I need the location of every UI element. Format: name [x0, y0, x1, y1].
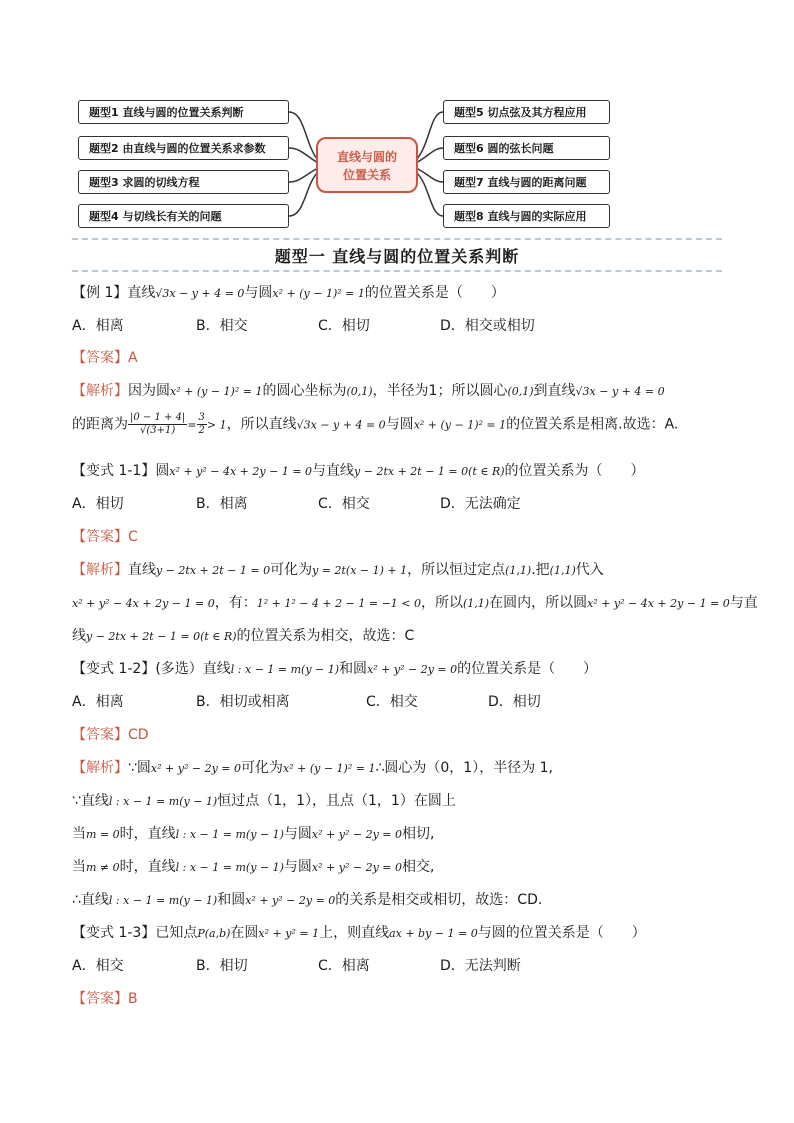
text: 直线 [128, 562, 156, 578]
text: 因为圆 [128, 383, 170, 399]
ex1-stem [72, 282, 505, 302]
text: 【变式 1-1】圆 [72, 463, 170, 479]
ex12-analysis-1 [72, 757, 553, 777]
math: l : x − 1 = m(y − 1) [175, 828, 284, 841]
text: 上，则直线 [319, 925, 390, 941]
math: y − 2tx + 2t − 1 = 0(t ∈ R) [354, 465, 505, 478]
math: √3x − y + 4 = 0 [575, 385, 665, 398]
text: 相交, [402, 859, 435, 875]
ex12-analysis-5 [72, 889, 542, 909]
text: 的位置关系是（ ） [364, 285, 505, 301]
math: √3x − y + 4 = 0 [155, 287, 245, 300]
math: x² + y² − 2y = 0 [311, 861, 403, 874]
math: y − 2tx + 2t − 1 = 0 [156, 564, 271, 577]
ex12-analysis-2 [72, 790, 456, 810]
ex12-option-b: B．相切或相离 [196, 694, 290, 710]
text: 【变式 1-2】(多选）直线 [72, 661, 231, 677]
math: y − 2tx + 2t − 1 = 0(t ∈ R) [86, 630, 237, 643]
fraction-denominator: √(3+1) [140, 425, 176, 436]
answer-value: A [128, 350, 138, 366]
text: 的关系是相交或相切，故选：CD. [335, 892, 543, 908]
divider-bottom [72, 270, 722, 272]
ex11-answer [72, 526, 138, 546]
math: x² + y² − 2y = 0 [311, 828, 403, 841]
math: x² + y² = 1 [258, 927, 320, 940]
math: = [187, 418, 197, 432]
ex11-analysis-3 [72, 625, 414, 645]
math: x² + (y − 1)² = 1 [413, 418, 507, 432]
ex13-answer [72, 988, 138, 1008]
text: 在圆内，所以圆 [489, 595, 588, 611]
math: x² + y² − 2y = 0 [150, 762, 242, 775]
text: 的位置关系为相交，故选：C [236, 628, 415, 644]
ex11-analysis-1 [72, 559, 604, 579]
math: > 1 [206, 418, 227, 432]
ex1-option-d: D．相交或相切 [440, 318, 535, 334]
text: 代入 [575, 562, 604, 578]
math: x² + (y − 1)² = 1 [170, 385, 263, 398]
divider-top [72, 238, 722, 240]
text: 的位置关系是（ ） [457, 661, 598, 677]
text: 时，直线 [119, 859, 176, 875]
text: ，半径为1；所以圆心 [372, 383, 508, 399]
text: ，所以恒过定点 [407, 562, 506, 578]
math: (1,1) [505, 564, 532, 577]
center-line-2: 位置关系 [342, 168, 391, 182]
text: 的距离为 [72, 416, 128, 433]
analysis-label: 【解析】 [72, 760, 128, 776]
text: ，所以直线 [226, 416, 297, 433]
text: 恒过点（1，1），且点（1，1）在圆上 [217, 793, 456, 809]
math: l : x − 1 = m(y − 1) [108, 795, 218, 808]
text: 的位置关系为（ ） [504, 463, 645, 479]
answer-label: 【答案】 [72, 727, 128, 743]
ex13-option-d: D．无法判断 [440, 958, 521, 974]
text: 与圆的位置关系是（ ） [477, 925, 646, 941]
math: (1,1) [549, 564, 576, 577]
topic-4: 题型4 与切线长有关的问题 [78, 204, 289, 228]
answer-value: B [128, 991, 138, 1007]
answer-label: 【答案】 [72, 529, 128, 545]
ex13-option-b: B．相切 [196, 958, 248, 974]
ex11-option-a: A．相切 [72, 496, 124, 512]
center-line-1: 直线与圆的 [336, 150, 397, 164]
text: 相切, [402, 826, 435, 842]
math: x² + y² − 4x + 2y − 1 = 0 [72, 597, 215, 610]
ex12-stem [72, 658, 597, 678]
math: x² + (y − 1)² = 1 [272, 287, 365, 300]
text: 与圆 [283, 859, 312, 875]
text: 线 [72, 628, 86, 644]
text: 的位置关系是相离.故选：A. [506, 416, 679, 433]
math: P(a,b) [197, 927, 231, 940]
answer-label: 【答案】 [72, 991, 128, 1007]
text: 与圆 [385, 416, 414, 433]
text: 和圆 [339, 661, 368, 677]
text: 【例 1】直线 [72, 285, 156, 301]
answer-label: 【答案】 [72, 350, 128, 366]
ex1-analysis-2 [72, 412, 678, 437]
analysis-label: 【解析】 [72, 383, 128, 399]
ex12-analysis-4 [72, 856, 434, 876]
mind-map-center [316, 137, 418, 193]
ex13-stem [72, 922, 646, 942]
answer-value: C [128, 529, 138, 545]
value-fraction [197, 412, 207, 437]
text: ∵圆 [128, 760, 151, 776]
text: 【变式 1-3】已知点 [72, 925, 198, 941]
text: 当 [72, 826, 86, 842]
math: x² + y² − 2y = 0 [367, 663, 458, 676]
topic-5: 题型5 切点弦及其方程应用 [443, 100, 610, 124]
section-title: 题型一 直线与圆的位置关系判断 [274, 247, 520, 266]
ex12-option-a: A．相离 [72, 694, 124, 710]
ex1-analysis-1 [72, 380, 665, 400]
ex11-option-c: C．相交 [318, 496, 370, 512]
ex1-option-c: C．相切 [318, 318, 370, 334]
text: 到直线 [533, 383, 576, 399]
text: 可化为 [241, 760, 284, 776]
text: 当 [72, 859, 86, 875]
analysis-label: 【解析】 [72, 562, 128, 578]
text: 与直 [729, 595, 758, 611]
text: 的圆心坐标为 [262, 383, 347, 399]
math: ax + by − 1 = 0 [389, 927, 478, 940]
text: ，所以 [421, 595, 463, 611]
distance-fraction [128, 412, 187, 437]
ex1-answer [72, 347, 138, 367]
fraction-denominator: 2 [198, 425, 205, 436]
math: x² + y² − 4x + 2y − 1 = 0 [587, 597, 730, 610]
ex11-stem [72, 460, 645, 480]
topic-6: 题型6 圆的弦长问题 [443, 136, 610, 160]
topic-3: 题型3 求圆的切线方程 [78, 170, 289, 194]
math: m ≠ 0 [86, 861, 120, 874]
math: x² + y² − 2y = 0 [245, 894, 336, 907]
text: ∵直线 [72, 793, 109, 809]
math: (1,1) [463, 597, 490, 610]
ex13-option-a: A．相交 [72, 958, 124, 974]
ex12-option-d: D．相切 [488, 694, 541, 710]
text: ∴直线 [72, 892, 109, 908]
math: x² + y² − 4x + 2y − 1 = 0 [169, 465, 313, 478]
topic-8: 题型8 直线与圆的实际应用 [443, 204, 610, 228]
text: 时，直线 [119, 826, 176, 842]
text: 和圆 [217, 892, 246, 908]
math: m = 0 [86, 828, 120, 841]
text: ∴圆心为（0，1），半径为 1, [375, 760, 553, 776]
ex11-option-d: D．无法确定 [440, 496, 521, 512]
math: l : x − 1 = m(y − 1) [230, 663, 340, 676]
text: 在圆 [230, 925, 259, 941]
topic-2: 题型2 由直线与圆的位置关系求参数 [78, 136, 289, 160]
text: 可化为 [270, 562, 313, 578]
math: l : x − 1 = m(y − 1) [108, 894, 218, 907]
math: y = 2t(x − 1) + 1 [312, 564, 408, 577]
ex12-answer [72, 724, 149, 744]
fraction-numerator: |0 − 1 + 4| [130, 412, 186, 423]
answer-value: CD [128, 727, 149, 743]
math: x² + (y − 1)² = 1 [283, 762, 376, 775]
ex1-option-a: A．相离 [72, 318, 124, 334]
math: 1² + 1² − 4 + 2 − 1 = −1 < 0 [256, 597, 421, 610]
ex12-analysis-3 [72, 823, 434, 843]
text: 与圆 [244, 285, 273, 301]
fraction-numerator: 3 [198, 412, 205, 423]
math: (0,1) [346, 385, 373, 398]
topic-7: 题型7 直线与圆的距离问题 [443, 170, 610, 194]
text: .把 [531, 562, 550, 578]
ex12-option-c: C．相交 [366, 694, 418, 710]
ex13-option-c: C．相离 [318, 958, 370, 974]
math: l : x − 1 = m(y − 1) [175, 861, 284, 874]
text: 与直线 [312, 463, 355, 479]
math: (0,1) [507, 385, 534, 398]
ex1-option-b: B．相交 [196, 318, 248, 334]
math: √3x − y + 4 = 0 [296, 418, 386, 432]
text: 与圆 [283, 826, 312, 842]
text: ，有： [214, 595, 257, 611]
topic-1: 题型1 直线与圆的位置关系判断 [78, 100, 289, 124]
ex11-option-b: B．相离 [196, 496, 248, 512]
ex11-analysis-2 [72, 592, 758, 612]
mind-map [0, 0, 794, 240]
